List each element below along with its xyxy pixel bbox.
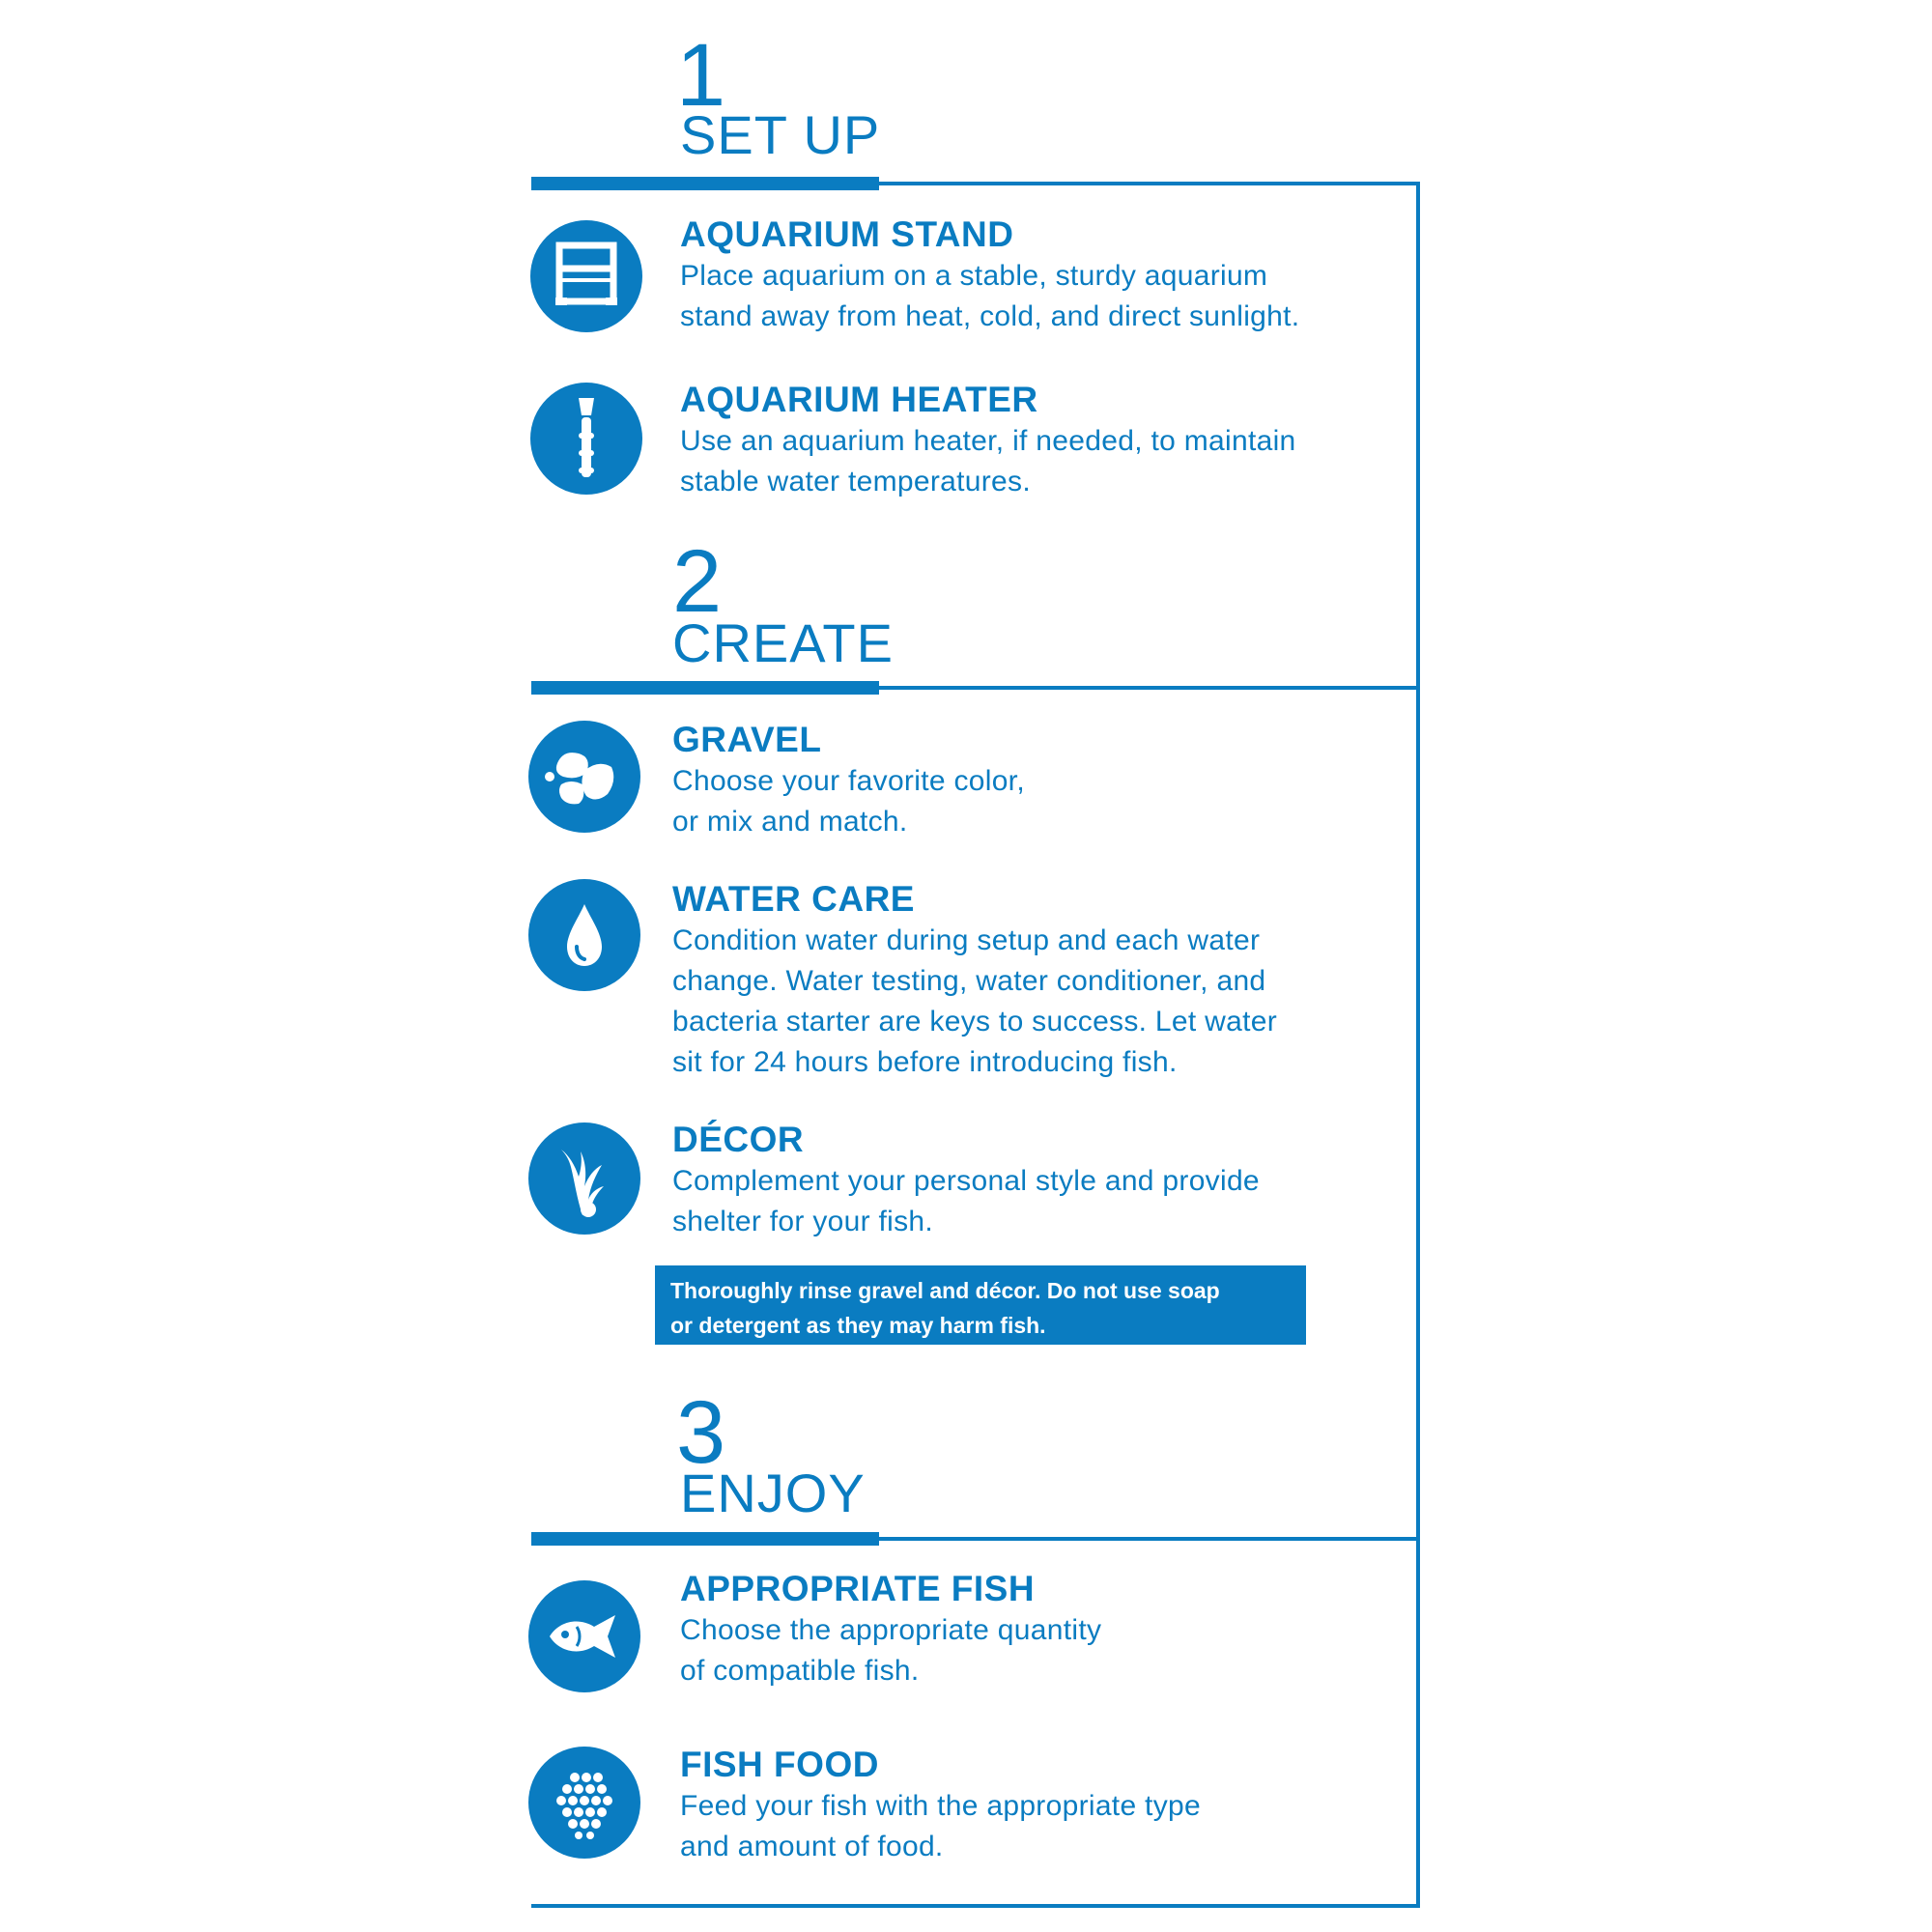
item-title: AQUARIUM HEATER — [680, 380, 1038, 419]
step-title: SET UP — [680, 104, 881, 165]
step2-thick-rule — [531, 681, 879, 695]
item-title: FISH FOOD — [680, 1745, 879, 1784]
gravel-icon — [528, 721, 640, 833]
frame-right-border — [1416, 182, 1420, 1908]
step-number: 3 — [676, 1383, 724, 1482]
fish-icon — [528, 1580, 640, 1692]
food-pellets-icon — [528, 1747, 640, 1859]
step-number: 2 — [672, 532, 721, 631]
stand-icon — [530, 220, 642, 332]
step3-thin-rule — [879, 1537, 1420, 1541]
item-description: Condition water during setup and each water change. Water testing, water conditioner, and bacteria starter are keys to success. Let water sit for 24 hours before introducing fish. — [672, 924, 1278, 1078]
item-description: Place aquarium on a stable, sturdy aquarium stand away from heat, cold, and direct sunlight. — [680, 260, 1300, 332]
item-title: APPROPRIATE FISH — [680, 1569, 1036, 1608]
item-title: DÉCOR — [672, 1120, 805, 1159]
item-title: AQUARIUM STAND — [680, 214, 1014, 254]
step1-thick-rule — [531, 177, 879, 190]
water-drop-icon — [528, 879, 640, 991]
step2-thin-rule — [879, 686, 1420, 690]
heater-icon — [530, 383, 642, 495]
item-title: GRAVEL — [672, 720, 822, 759]
step-title: ENJOY — [680, 1463, 866, 1523]
plant-icon — [528, 1122, 640, 1235]
item-description: Complement your personal style and provide shelter for your fish. — [672, 1165, 1260, 1237]
item-title: WATER CARE — [672, 879, 915, 919]
step3-thick-rule — [531, 1532, 879, 1546]
step1-thin-rule — [879, 182, 1420, 185]
step-number: 1 — [676, 26, 724, 125]
item-description: Choose your favorite color, or mix and match. — [672, 765, 1025, 838]
item-description: Choose the appropriate quantity of compatible fish. — [680, 1614, 1102, 1687]
item-description: Feed your fish with the appropriate type and amount of food. — [680, 1790, 1201, 1862]
item-description: Use an aquarium heater, if needed, to maintain stable water temperatures. — [680, 425, 1296, 497]
rinse-warning-note: Thoroughly rinse gravel and décor. Do not use soap or detergent as they may harm fish. — [655, 1265, 1306, 1345]
frame-bottom-border — [531, 1904, 1420, 1908]
step-title: CREATE — [672, 612, 894, 673]
